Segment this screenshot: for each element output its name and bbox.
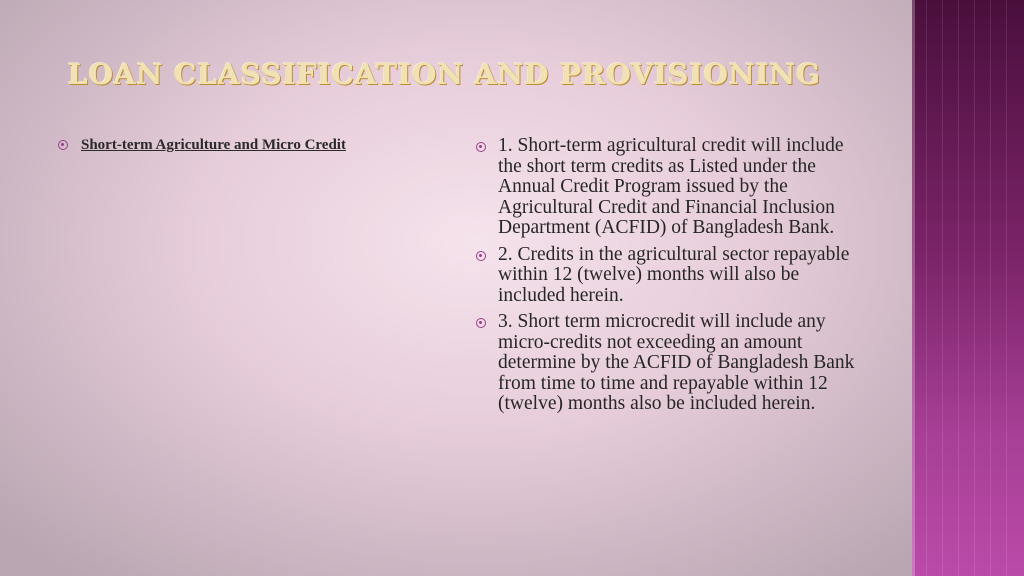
right-bullet-text-1: 1. Short-term agricultural credit will include the short term credits as Listed under the Annual Credit Program issued by the Agricultural Credit and Financial Inclusion Department (ACFID) of Bangladesh Bank. (498, 135, 844, 238)
side-bar-stripe (942, 0, 943, 576)
circle-bullet-icon (476, 142, 486, 152)
side-bar-stripe (990, 0, 991, 576)
slide-title: LOAN CLASSIFICATION AND PROVISIONING (68, 58, 822, 91)
circle-bullet-icon (476, 251, 486, 261)
list-item (476, 136, 866, 239)
side-bar-stripe (1006, 0, 1007, 576)
right-bullet-text-2: 2. Credits in the agricultural sector repayable within 12 (twelve) months will also be included herein. (498, 243, 850, 306)
side-bar-edge (912, 0, 915, 576)
list-item (476, 245, 866, 307)
circle-bullet-icon (58, 140, 68, 150)
side-bar-stripe (926, 0, 927, 576)
side-bar-stripe (974, 0, 975, 576)
side-bar-stripe (958, 0, 959, 576)
list-item (476, 312, 866, 415)
decorative-side-bar (912, 0, 1024, 576)
right-column (476, 136, 866, 421)
list-item (58, 136, 398, 154)
left-bullet-text: Short-term Agriculture and Micro Credit (81, 137, 346, 153)
circle-bullet-icon (476, 318, 486, 328)
right-bullet-text-3: 3. Short term microcredit will include any micro-credits not exceeding an amount determine by the ACFID of Bangladesh Bank from time to time and repayable within 12 (twelve) months also be included herein. (498, 311, 855, 414)
left-column (58, 136, 398, 154)
